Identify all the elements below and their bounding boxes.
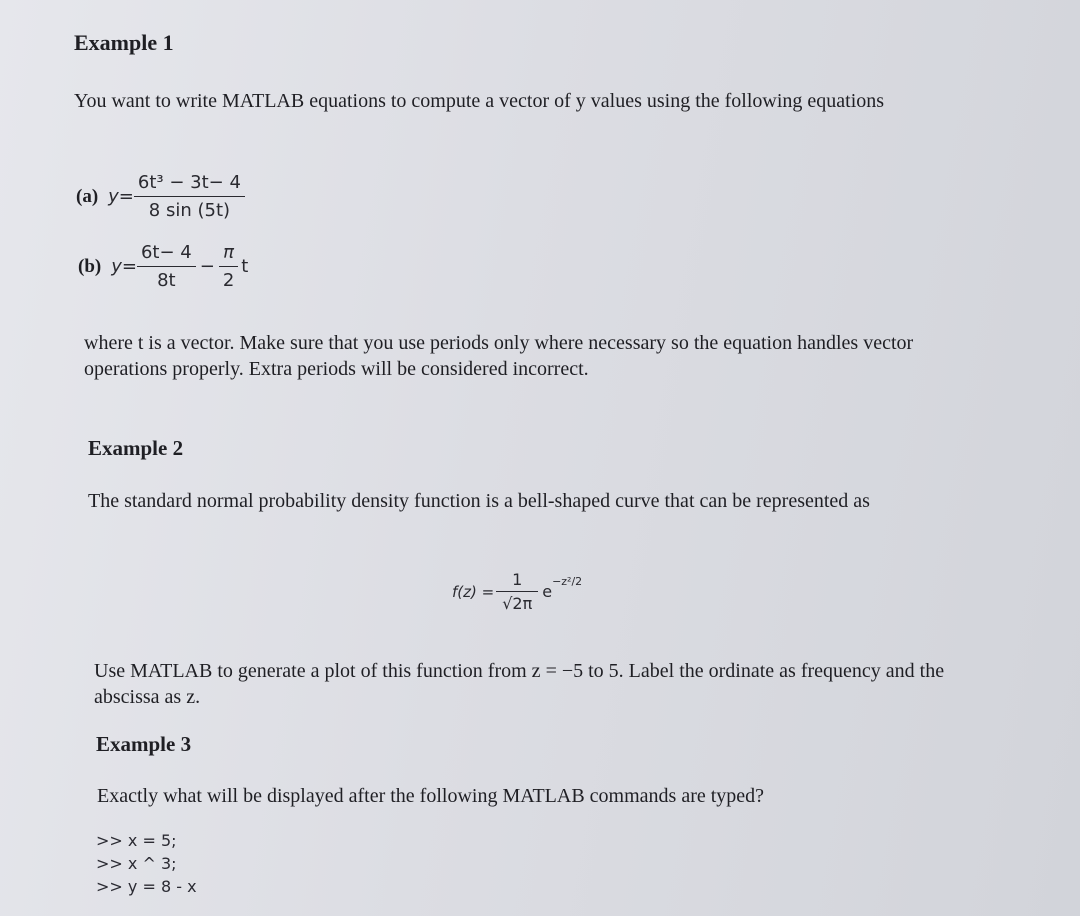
example-2-heading: Example 2 xyxy=(88,436,184,460)
matlab-commands xyxy=(96,829,197,898)
equation-b xyxy=(78,242,248,291)
equation-b-numerator-2: π xyxy=(219,242,238,267)
equation-a-lhs: y= xyxy=(108,186,134,207)
equation-a xyxy=(76,172,245,221)
equation-a-numerator: 6t³ − 3t− 4 xyxy=(134,172,245,197)
equation-b-minus: − xyxy=(199,256,215,277)
example-2-intro: The standard normal probability density function is a bell-shaped curve that can be represented as xyxy=(88,490,870,512)
command-line: >> x = 5; xyxy=(96,831,177,850)
equation-b-t: t xyxy=(241,256,249,277)
equation-a-fraction xyxy=(134,172,245,221)
example-3-question: Exactly what will be displayed after the following MATLAB commands are typed? xyxy=(97,785,765,807)
command-line: >> y = 8 - x xyxy=(96,877,197,896)
equation-b-label: (b) xyxy=(78,255,102,277)
equation-b-denominator-1: 8t xyxy=(157,270,176,291)
normal-pdf-equation xyxy=(452,570,582,613)
equation-b-numerator-1: 6t− 4 xyxy=(137,242,196,267)
pdf-exponent: −z²/2 xyxy=(552,575,583,588)
equation-a-denominator: 8 sin (5t) xyxy=(148,200,231,221)
equation-a-label: (a) xyxy=(76,185,99,207)
pdf-fraction xyxy=(496,570,538,613)
pdf-exponential: e xyxy=(542,582,553,601)
pdf-numerator: 1 xyxy=(496,570,538,592)
pdf-lhs: f(z) = xyxy=(452,582,495,601)
example-1-note: where t is a vector. Make sure that you use periods only where necessary so the equation handles vector operations properly. Extra periods will be considered incorrect. xyxy=(84,332,914,380)
equation-b-fraction-2 xyxy=(219,242,238,291)
example-1-heading: Example 1 xyxy=(74,30,174,55)
example-3-heading: Example 3 xyxy=(96,732,192,756)
example-2-task: Use MATLAB to generate a plot of this function from z = −5 to 5. Label the ordinate as frequency and the abscissa as z. xyxy=(94,660,945,708)
equation-b-denominator-2: 2 xyxy=(222,270,235,291)
equation-b-lhs: y= xyxy=(111,256,137,277)
equation-b-fraction-1 xyxy=(137,242,196,291)
command-line: >> x ^ 3; xyxy=(96,854,177,873)
example-1-intro: You want to write MATLAB equations to compute a vector of y values using the following equations xyxy=(74,90,885,112)
pdf-denominator: √2π xyxy=(502,594,533,613)
